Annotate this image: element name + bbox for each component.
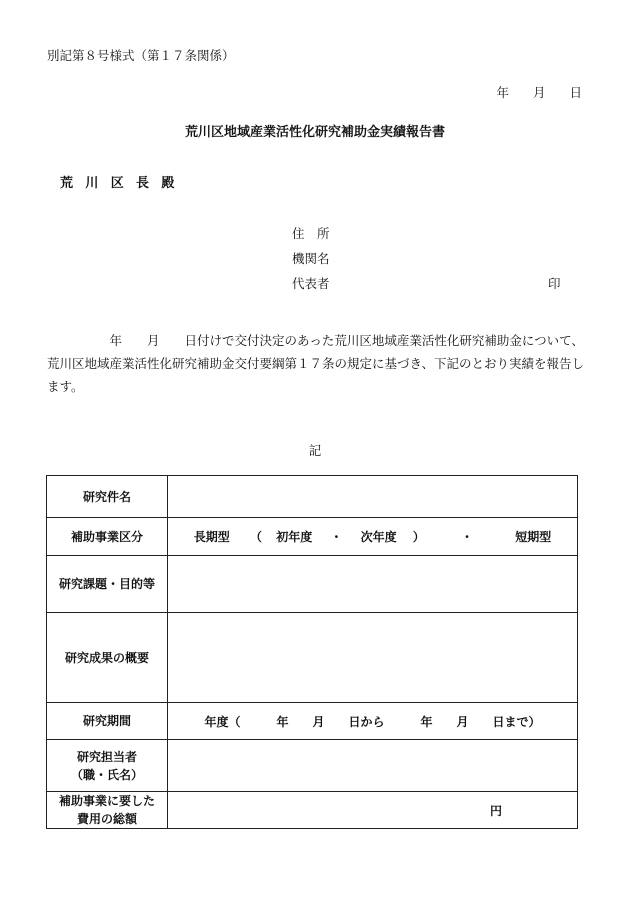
row-label: 研究件名	[47, 476, 168, 518]
table-row	[47, 703, 578, 740]
table-row	[47, 518, 578, 556]
table-row	[47, 792, 578, 829]
row-label: 研究成果の概要	[47, 613, 168, 703]
report-table	[46, 475, 578, 829]
seal-mark: 印	[548, 276, 561, 291]
separator-dot: ・	[330, 530, 343, 544]
row-label: 補助事業区分	[47, 518, 168, 556]
project-type-field[interactable]	[168, 518, 578, 556]
table-row	[47, 740, 578, 792]
row-label: 研究期間	[47, 703, 168, 740]
separator-dot: ・	[461, 530, 474, 544]
date-year-label: 年	[496, 85, 509, 100]
body-text: 年 月 日付けで交付決定のあった荒川区地域産業活性化研究補助金について、荒川区地域産業活性化研究補助金交付要綱第１７条の規定に基づき、下記のとおり実績を報告します。	[47, 333, 585, 394]
date-line	[496, 83, 582, 101]
table-row	[47, 476, 578, 518]
row-label	[47, 740, 168, 792]
paren-close: ）	[412, 530, 425, 544]
paren-open: （	[249, 530, 262, 544]
form-number: 別記第８号様式（第１７条関係）	[47, 48, 235, 63]
first-year-option[interactable]: 初年度	[276, 530, 313, 544]
next-year-option[interactable]: 次年度	[360, 530, 397, 544]
date-day-label: 日	[569, 85, 582, 100]
research-title-field[interactable]	[168, 476, 578, 518]
representative-label: 代表者	[292, 276, 330, 291]
research-purpose-field[interactable]	[168, 556, 578, 613]
organization-label: 機関名	[292, 251, 330, 266]
row-label-line: （職・氏名）	[70, 767, 143, 782]
row-label: 研究課題・目的等	[47, 556, 168, 613]
addressee: 荒川区長殿	[60, 176, 187, 191]
date-month-label: 月	[532, 85, 546, 100]
research-results-field[interactable]	[168, 613, 578, 703]
row-label-line: 補助事業に要した	[58, 794, 155, 808]
researcher-field[interactable]	[168, 740, 578, 792]
address-label: 住 所	[292, 226, 330, 241]
row-label-line: 費用の総額	[76, 812, 137, 826]
long-term-option[interactable]: 長期型	[193, 530, 230, 544]
ki-heading: 記	[308, 443, 322, 458]
research-period-field[interactable]: 年度（ 年 月 日から 年 月 日まで）	[168, 703, 578, 740]
table-row	[47, 613, 578, 703]
document-title: 荒川区地域産業活性化研究補助金実績報告書	[184, 125, 445, 140]
row-label-line: 研究担当者	[76, 749, 137, 764]
total-cost-field[interactable]: 円	[168, 792, 578, 829]
table-row	[47, 556, 578, 613]
short-term-option[interactable]: 短期型	[515, 530, 552, 544]
row-label	[47, 792, 168, 829]
